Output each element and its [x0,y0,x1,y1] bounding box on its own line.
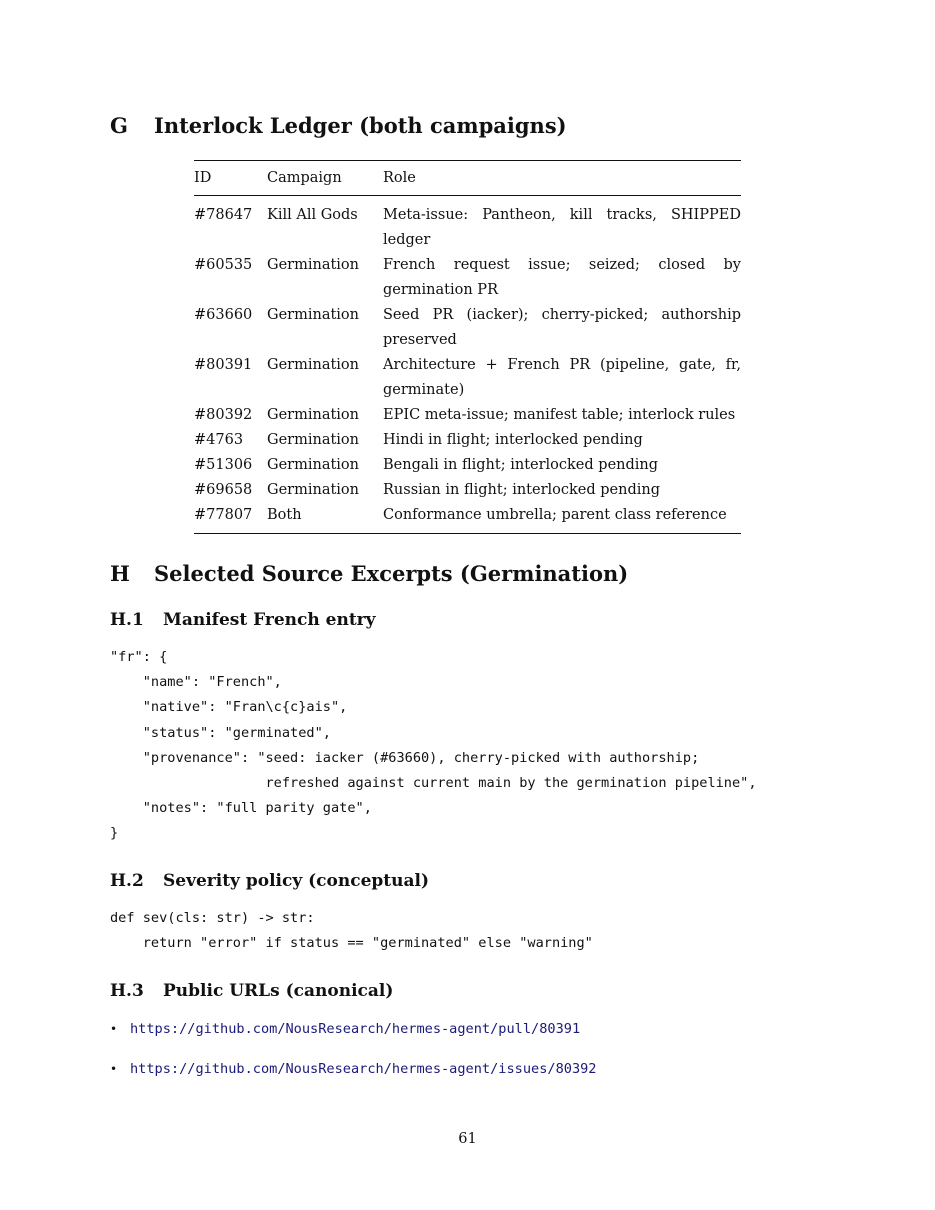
section-title: Selected Source Excerpts (Germination) [154,561,629,586]
table-header-row [194,161,741,195]
row-role: Meta-issue: Pantheon, kill tracks, SHIPPED ledger [383,207,741,248]
subsection-number: H.3 [110,981,144,1001]
interlock-ledger-table [194,160,741,534]
row-id: #63660 [194,307,253,323]
row-role: Bengali in flight; interlocked pending [383,457,659,473]
row-campaign: Both [267,507,302,523]
row-campaign: Germination [267,257,359,273]
subsection-title: Public URLs (canonical) [163,981,394,1001]
subsection-h1-heading [110,610,376,630]
table-row [194,353,741,403]
row-id: #60535 [194,257,253,273]
row-id: #80392 [194,407,253,423]
table-row [194,503,741,528]
row-campaign: Germination [267,407,359,423]
row-role: Russian in flight; interlocked pending [383,482,661,498]
section-h-heading [110,561,628,586]
table-row [194,253,741,303]
row-role: Architecture + French PR (pipeline, gate, fr, germinate) [383,357,741,398]
subsection-number: H.1 [110,610,144,630]
list-item [110,1056,597,1081]
row-id: #51306 [194,457,253,473]
table-row [194,453,741,478]
row-id: #78647 [194,207,253,223]
row-id: #4763 [194,432,244,448]
subsection-title: Severity policy (conceptual) [163,871,430,891]
row-role: EPIC meta-issue; manifest table; interlock rules [383,407,736,423]
row-campaign: Germination [267,357,359,373]
row-campaign: Germination [267,457,359,473]
row-role: Seed PR (iacker); cherry-picked; authorship preserved [383,307,741,348]
row-campaign: Germination [267,432,359,448]
row-role: French request issue; seized; closed by germination PR [383,257,741,298]
table-bottom-rule [194,533,741,534]
section-number: H [110,561,130,586]
table-body [194,196,741,533]
header-id: ID [194,170,212,186]
header-role: Role [383,170,416,186]
pr-url-link[interactable]: https://github.com/NousResearch/hermes-agent/pull/80391 [130,1020,581,1037]
section-g-heading [110,113,567,138]
list-item [110,1016,597,1041]
table-row [194,403,741,428]
table-row [194,478,741,503]
section-number: G [110,113,128,138]
section-title: Interlock Ledger (both campaigns) [154,113,567,138]
row-id: #77807 [194,507,253,523]
row-campaign: Germination [267,482,359,498]
subsection-h3-heading [110,981,393,1001]
row-campaign: Germination [267,307,359,323]
bullet-icon: • [110,1021,118,1036]
url-list [110,1016,597,1096]
table-row [194,428,741,453]
manifest-code-block: "fr": { "name": "French", "native": "Fran\c{c}ais", "status": "germinated", "provenance": "seed: iacker (#63660), cherry-picked with authorship; refreshed against current main by the germination pipeline", "notes": "full parity gate", } [110,649,757,842]
bullet-icon: • [110,1061,118,1076]
subsection-h2-heading [110,871,429,891]
row-role: Conformance umbrella; parent class reference [383,507,727,523]
severity-code-block: def sev(cls: str) -> str: return "error" if status == "germinated" else "warning" [110,910,593,952]
subsection-number: H.2 [110,871,144,891]
row-role: Hindi in flight; interlocked pending [383,432,643,448]
page-number: 61 [458,1131,477,1147]
row-id: #69658 [194,482,253,498]
subsection-title: Manifest French entry [163,610,376,630]
table-row [194,203,741,253]
table-row [194,303,741,353]
row-campaign: Kill All Gods [267,207,358,223]
issue-url-link[interactable]: https://github.com/NousResearch/hermes-agent/issues/80392 [130,1060,597,1077]
header-campaign: Campaign [267,170,342,186]
row-id: #80391 [194,357,253,373]
